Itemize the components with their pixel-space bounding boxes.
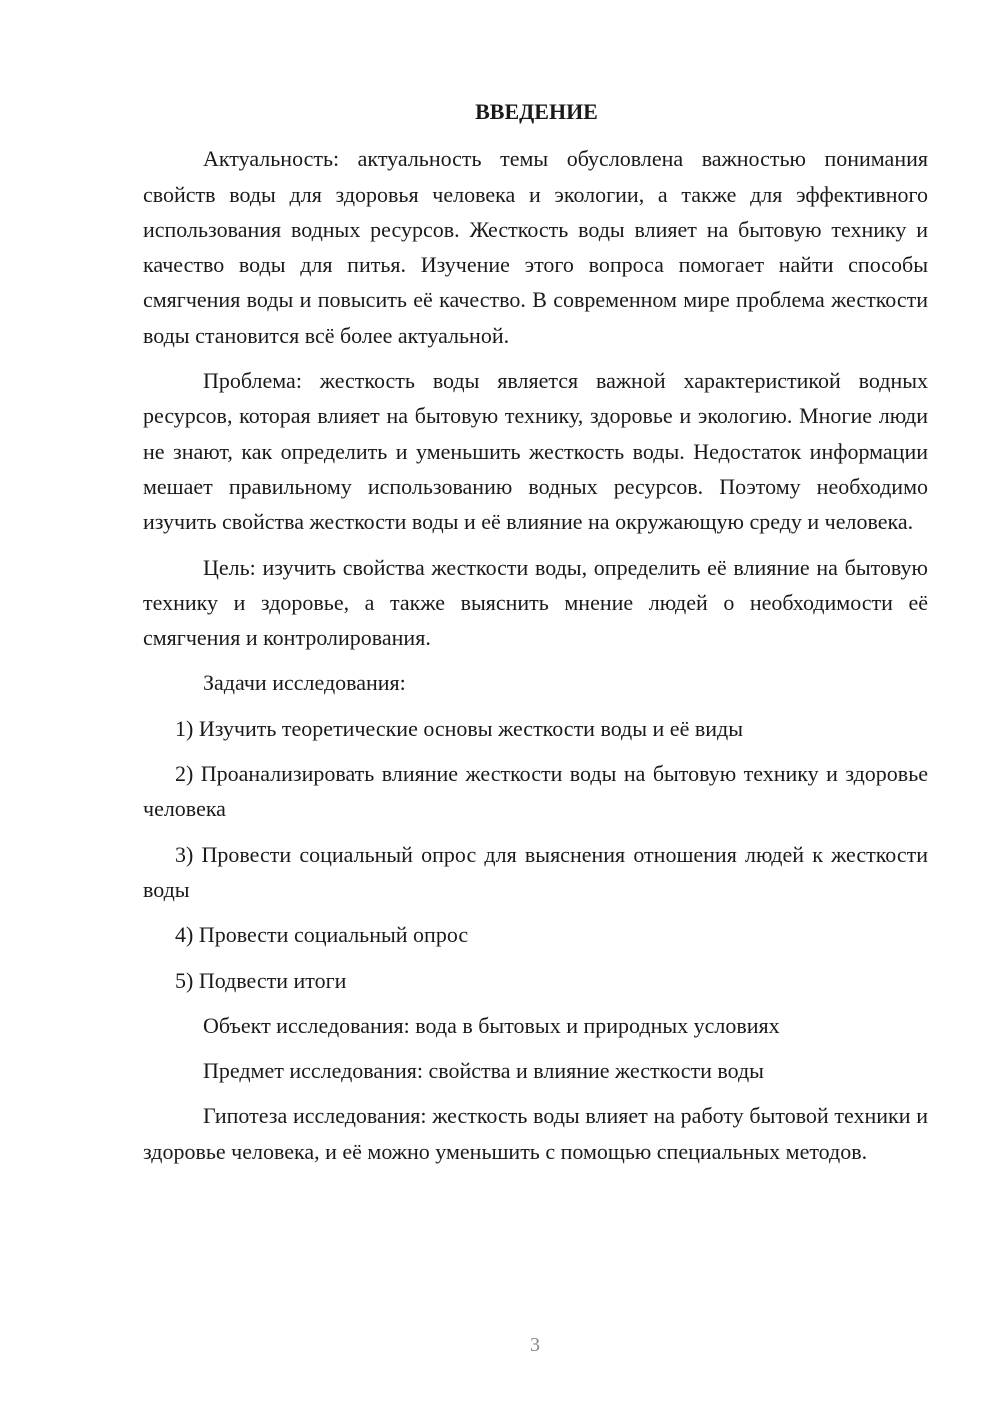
list-item: 5) Подвести итоги	[175, 967, 347, 993]
goal-paragraph: Цель: изучить свойства жесткости воды, определить её влияние на бытовую технику и здоровье, а также выяснить мнение людей о необходимости её смягчения и контролирования.	[143, 554, 928, 651]
document-page	[143, 94, 928, 1179]
page-number: 3	[530, 1334, 540, 1356]
tasks-heading: Задачи исследования:	[203, 670, 406, 696]
subject-paragraph: Предмет исследования: свойства и влияние жесткости воды	[203, 1058, 764, 1084]
hypothesis-paragraph: Гипотеза исследования: жесткость воды влияет на работу бытовой техники и здоровье человека, и её можно уменьшить с помощью специальных методов.	[143, 1103, 928, 1164]
object-paragraph: Объект исследования: вода в бытовых и природных условиях	[203, 1012, 780, 1038]
page-title: ВВЕДЕНИЕ	[475, 99, 598, 124]
tasks-list	[143, 711, 928, 998]
list-item: 1) Изучить теоретические основы жесткости воды и её виды	[175, 715, 743, 741]
list-item: 3) Провести социальный опрос для выяснения отношения людей к жесткости воды	[143, 841, 928, 902]
problem-paragraph: Проблема: жесткость воды является важной характеристикой водных ресурсов, которая влияет на бытовую технику, здоровье и экологию. Многие люди не знают, как определить и уменьшить жесткость воды. Недостаток информации мешает правильному использованию водных ресурсов. Поэтому необходимо изучить свойства жесткости воды и её влияние на окружающую среду и человека.	[143, 368, 928, 535]
list-item: 4) Провести социальный опрос	[175, 922, 469, 948]
relevance-paragraph: Актуальность: актуальность темы обусловлена важностью понимания свойств воды для здоровья человека и экологии, а также для эффективного использования водных ресурсов. Жесткость воды влияет на бытовую технику и качество воды для питья. Изучение этого вопроса помогает найти способы смягчения воды и повысить её качество. В современном мире проблема жесткости воды становится всё более актуальной.	[143, 146, 928, 348]
list-item: 2) Проанализировать влияние жесткости воды на бытовую технику и здоровье человека	[143, 761, 928, 822]
